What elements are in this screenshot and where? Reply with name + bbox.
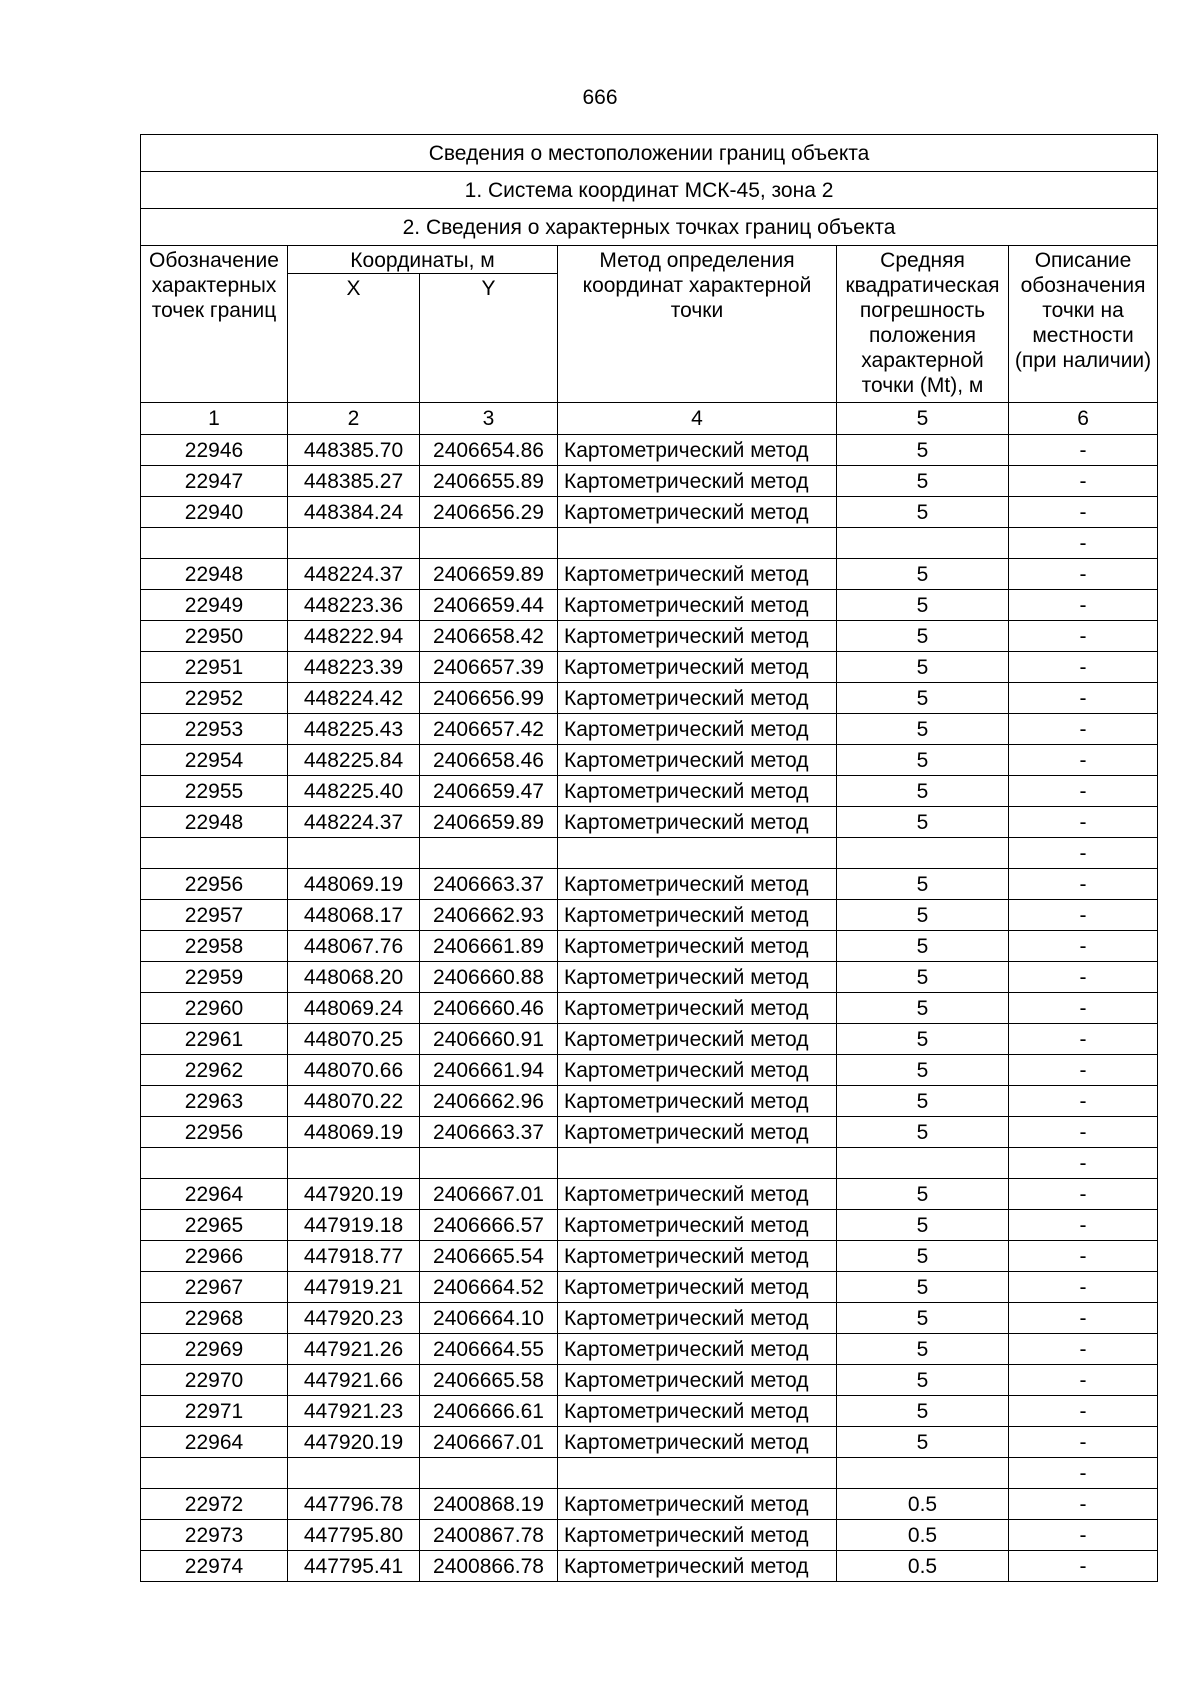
method-cell: Картометрический метод bbox=[558, 1024, 837, 1055]
table-row bbox=[141, 1210, 1158, 1241]
method-cell: Картометрический метод bbox=[558, 1086, 837, 1117]
table-row bbox=[141, 1272, 1158, 1303]
method-cell: Картометрический метод bbox=[558, 900, 837, 931]
column-number: 1 bbox=[141, 403, 288, 435]
description-cell: - bbox=[1009, 652, 1158, 683]
mean-error-cell: 5 bbox=[837, 683, 1009, 714]
mean-error-cell: 0.5 bbox=[837, 1520, 1009, 1551]
x-coordinate-cell: 448384.24 bbox=[288, 497, 420, 528]
y-coordinate-cell: 2406665.58 bbox=[420, 1365, 558, 1396]
description-cell: - bbox=[1009, 497, 1158, 528]
table-row bbox=[141, 466, 1158, 497]
header-x: X bbox=[288, 274, 420, 403]
x-coordinate-cell: 448222.94 bbox=[288, 621, 420, 652]
y-coordinate-cell: 2406663.37 bbox=[420, 869, 558, 900]
mean-error-cell: 5 bbox=[837, 652, 1009, 683]
y-coordinate-cell: 2406664.10 bbox=[420, 1303, 558, 1334]
x-coordinate-cell: 447796.78 bbox=[288, 1489, 420, 1520]
description-cell: - bbox=[1009, 621, 1158, 652]
mean-error-cell: 0.5 bbox=[837, 1489, 1009, 1520]
point-id-cell: 22947 bbox=[141, 466, 288, 497]
table-row bbox=[141, 900, 1158, 931]
table-body bbox=[141, 435, 1158, 1582]
x-coordinate-cell bbox=[288, 528, 420, 559]
table-row bbox=[141, 714, 1158, 745]
description-cell: - bbox=[1009, 1334, 1158, 1365]
point-id-cell: 22966 bbox=[141, 1241, 288, 1272]
x-coordinate-cell: 447795.80 bbox=[288, 1520, 420, 1551]
y-coordinate-cell: 2406657.42 bbox=[420, 714, 558, 745]
table-row bbox=[141, 869, 1158, 900]
method-cell bbox=[558, 1458, 837, 1489]
table-row bbox=[141, 807, 1158, 838]
point-id-cell: 22949 bbox=[141, 590, 288, 621]
description-cell: - bbox=[1009, 807, 1158, 838]
header-mean-error: Средняя квадратическая погрешность положения характерной точки (Mt), м bbox=[837, 246, 1009, 403]
x-coordinate-cell: 448069.24 bbox=[288, 993, 420, 1024]
points-section-title: 2. Сведения о характерных точках границ объекта bbox=[141, 209, 1158, 246]
y-coordinate-cell: 2406663.37 bbox=[420, 1117, 558, 1148]
point-id-cell: 22958 bbox=[141, 931, 288, 962]
mean-error-cell: 0.5 bbox=[837, 1551, 1009, 1582]
point-id-cell: 22955 bbox=[141, 776, 288, 807]
x-coordinate-cell: 448225.84 bbox=[288, 745, 420, 776]
point-id-cell: 22971 bbox=[141, 1396, 288, 1427]
table-row bbox=[141, 1520, 1158, 1551]
y-coordinate-cell: 2406660.88 bbox=[420, 962, 558, 993]
table-row bbox=[141, 1148, 1158, 1179]
point-id-cell: 22940 bbox=[141, 497, 288, 528]
x-coordinate-cell: 448069.19 bbox=[288, 1117, 420, 1148]
point-id-cell: 22956 bbox=[141, 1117, 288, 1148]
x-coordinate-cell: 448223.36 bbox=[288, 590, 420, 621]
header-point-designation: Обозначение характерных точек границ bbox=[141, 246, 288, 403]
y-coordinate-cell: 2406659.89 bbox=[420, 807, 558, 838]
description-cell: - bbox=[1009, 869, 1158, 900]
x-coordinate-cell: 448068.20 bbox=[288, 962, 420, 993]
description-cell: - bbox=[1009, 714, 1158, 745]
mean-error-cell: 5 bbox=[837, 962, 1009, 993]
header-coordinates: Координаты, м bbox=[288, 246, 558, 274]
table-row bbox=[141, 590, 1158, 621]
table-row bbox=[141, 931, 1158, 962]
point-id-cell: 22969 bbox=[141, 1334, 288, 1365]
mean-error-cell: 5 bbox=[837, 1303, 1009, 1334]
y-coordinate-cell: 2406664.55 bbox=[420, 1334, 558, 1365]
x-coordinate-cell: 448385.70 bbox=[288, 435, 420, 466]
y-coordinate-cell: 2406659.44 bbox=[420, 590, 558, 621]
method-cell: Картометрический метод bbox=[558, 652, 837, 683]
point-id-cell: 22963 bbox=[141, 1086, 288, 1117]
x-coordinate-cell: 448070.25 bbox=[288, 1024, 420, 1055]
column-number: 2 bbox=[288, 403, 420, 435]
method-cell: Картометрический метод bbox=[558, 497, 837, 528]
y-coordinate-cell: 2406662.93 bbox=[420, 900, 558, 931]
description-cell: - bbox=[1009, 466, 1158, 497]
table-row bbox=[141, 1179, 1158, 1210]
table-row bbox=[141, 1427, 1158, 1458]
description-cell: - bbox=[1009, 528, 1158, 559]
description-cell: - bbox=[1009, 1179, 1158, 1210]
table-row bbox=[141, 1489, 1158, 1520]
table-row bbox=[141, 1334, 1158, 1365]
table-row bbox=[141, 497, 1158, 528]
description-cell: - bbox=[1009, 993, 1158, 1024]
point-id-cell: 22970 bbox=[141, 1365, 288, 1396]
table-row bbox=[141, 652, 1158, 683]
mean-error-cell: 5 bbox=[837, 1086, 1009, 1117]
method-cell bbox=[558, 1148, 837, 1179]
header-method: Метод определения координат характерной точки bbox=[558, 246, 837, 403]
description-cell: - bbox=[1009, 1148, 1158, 1179]
description-cell: - bbox=[1009, 435, 1158, 466]
y-coordinate-cell: 2406666.57 bbox=[420, 1210, 558, 1241]
table-row bbox=[141, 1396, 1158, 1427]
mean-error-cell: 5 bbox=[837, 807, 1009, 838]
table-row bbox=[141, 621, 1158, 652]
description-cell: - bbox=[1009, 1086, 1158, 1117]
point-id-cell: 22960 bbox=[141, 993, 288, 1024]
x-coordinate-cell bbox=[288, 1148, 420, 1179]
mean-error-cell: 5 bbox=[837, 1427, 1009, 1458]
mean-error-cell: 5 bbox=[837, 993, 1009, 1024]
y-coordinate-cell: 2406658.46 bbox=[420, 745, 558, 776]
x-coordinate-cell: 448225.40 bbox=[288, 776, 420, 807]
mean-error-cell: 5 bbox=[837, 1396, 1009, 1427]
y-coordinate-cell: 2406659.47 bbox=[420, 776, 558, 807]
y-coordinate-cell bbox=[420, 1148, 558, 1179]
description-cell: - bbox=[1009, 1427, 1158, 1458]
description-cell: - bbox=[1009, 1396, 1158, 1427]
point-id-cell: 22972 bbox=[141, 1489, 288, 1520]
y-coordinate-cell: 2406656.99 bbox=[420, 683, 558, 714]
description-cell: - bbox=[1009, 1055, 1158, 1086]
description-cell: - bbox=[1009, 962, 1158, 993]
table-row bbox=[141, 1055, 1158, 1086]
point-id-cell: 22959 bbox=[141, 962, 288, 993]
description-cell: - bbox=[1009, 1520, 1158, 1551]
method-cell: Картометрический метод bbox=[558, 683, 837, 714]
description-cell: - bbox=[1009, 745, 1158, 776]
point-id-cell: 22965 bbox=[141, 1210, 288, 1241]
description-cell: - bbox=[1009, 1241, 1158, 1272]
point-id-cell: 22948 bbox=[141, 559, 288, 590]
description-cell: - bbox=[1009, 683, 1158, 714]
point-id-cell: 22951 bbox=[141, 652, 288, 683]
y-coordinate-cell: 2406660.91 bbox=[420, 1024, 558, 1055]
description-cell: - bbox=[1009, 1365, 1158, 1396]
header-y: Y bbox=[420, 274, 558, 403]
method-cell: Картометрический метод bbox=[558, 621, 837, 652]
method-cell: Картометрический метод bbox=[558, 714, 837, 745]
mean-error-cell: 5 bbox=[837, 931, 1009, 962]
table-row bbox=[141, 528, 1158, 559]
boundary-points-table bbox=[140, 134, 1158, 1582]
method-cell: Картометрический метод bbox=[558, 1489, 837, 1520]
mean-error-cell: 5 bbox=[837, 559, 1009, 590]
point-id-cell: 22964 bbox=[141, 1427, 288, 1458]
mean-error-cell: 5 bbox=[837, 1272, 1009, 1303]
method-cell: Картометрический метод bbox=[558, 1365, 837, 1396]
description-cell: - bbox=[1009, 776, 1158, 807]
x-coordinate-cell: 447921.66 bbox=[288, 1365, 420, 1396]
point-id-cell: 22954 bbox=[141, 745, 288, 776]
y-coordinate-cell: 2406656.29 bbox=[420, 497, 558, 528]
description-cell: - bbox=[1009, 931, 1158, 962]
mean-error-cell: 5 bbox=[837, 1365, 1009, 1396]
description-cell: - bbox=[1009, 559, 1158, 590]
description-cell: - bbox=[1009, 1272, 1158, 1303]
y-coordinate-cell: 2400867.78 bbox=[420, 1520, 558, 1551]
x-coordinate-cell: 448068.17 bbox=[288, 900, 420, 931]
x-coordinate-cell: 448070.66 bbox=[288, 1055, 420, 1086]
method-cell: Картометрический метод bbox=[558, 745, 837, 776]
coordinate-system-title: 1. Система координат МСК-45, зона 2 bbox=[141, 172, 1158, 209]
x-coordinate-cell: 447919.18 bbox=[288, 1210, 420, 1241]
x-coordinate-cell: 448225.43 bbox=[288, 714, 420, 745]
column-number: 6 bbox=[1009, 403, 1158, 435]
table-row bbox=[141, 1024, 1158, 1055]
table-row bbox=[141, 1086, 1158, 1117]
y-coordinate-cell: 2406664.52 bbox=[420, 1272, 558, 1303]
method-cell: Картометрический метод bbox=[558, 1334, 837, 1365]
mean-error-cell: 5 bbox=[837, 1241, 1009, 1272]
x-coordinate-cell: 448224.42 bbox=[288, 683, 420, 714]
mean-error-cell bbox=[837, 1458, 1009, 1489]
method-cell: Картометрический метод bbox=[558, 466, 837, 497]
table-row bbox=[141, 683, 1158, 714]
column-number: 5 bbox=[837, 403, 1009, 435]
point-id-cell bbox=[141, 1148, 288, 1179]
y-coordinate-cell: 2406658.42 bbox=[420, 621, 558, 652]
description-cell: - bbox=[1009, 590, 1158, 621]
method-cell: Картометрический метод bbox=[558, 962, 837, 993]
mean-error-cell: 5 bbox=[837, 1024, 1009, 1055]
point-id-cell: 22950 bbox=[141, 621, 288, 652]
x-coordinate-cell: 447920.19 bbox=[288, 1427, 420, 1458]
method-cell bbox=[558, 838, 837, 869]
column-number: 3 bbox=[420, 403, 558, 435]
point-id-cell: 22964 bbox=[141, 1179, 288, 1210]
x-coordinate-cell: 448069.19 bbox=[288, 869, 420, 900]
description-cell: - bbox=[1009, 1117, 1158, 1148]
point-id-cell: 22974 bbox=[141, 1551, 288, 1582]
x-coordinate-cell: 448223.39 bbox=[288, 652, 420, 683]
mean-error-cell: 5 bbox=[837, 1055, 1009, 1086]
table-row bbox=[141, 1117, 1158, 1148]
point-id-cell bbox=[141, 838, 288, 869]
description-cell: - bbox=[1009, 1458, 1158, 1489]
mean-error-cell bbox=[837, 528, 1009, 559]
table-row bbox=[141, 1303, 1158, 1334]
method-cell: Картометрический метод bbox=[558, 1210, 837, 1241]
method-cell: Картометрический метод bbox=[558, 1520, 837, 1551]
mean-error-cell: 5 bbox=[837, 1117, 1009, 1148]
method-cell: Картометрический метод bbox=[558, 1303, 837, 1334]
x-coordinate-cell: 448067.76 bbox=[288, 931, 420, 962]
x-coordinate-cell: 447920.19 bbox=[288, 1179, 420, 1210]
mean-error-cell: 5 bbox=[837, 466, 1009, 497]
x-coordinate-cell: 448224.37 bbox=[288, 807, 420, 838]
y-coordinate-cell: 2406667.01 bbox=[420, 1179, 558, 1210]
y-coordinate-cell: 2406659.89 bbox=[420, 559, 558, 590]
description-cell: - bbox=[1009, 1210, 1158, 1241]
method-cell: Картометрический метод bbox=[558, 1272, 837, 1303]
point-id-cell: 22973 bbox=[141, 1520, 288, 1551]
method-cell: Картометрический метод bbox=[558, 1241, 837, 1272]
table-row bbox=[141, 776, 1158, 807]
y-coordinate-cell: 2406666.61 bbox=[420, 1396, 558, 1427]
table-row bbox=[141, 1458, 1158, 1489]
description-cell: - bbox=[1009, 1303, 1158, 1334]
point-id-cell: 22953 bbox=[141, 714, 288, 745]
table-row bbox=[141, 745, 1158, 776]
mean-error-cell: 5 bbox=[837, 435, 1009, 466]
method-cell: Картометрический метод bbox=[558, 869, 837, 900]
mean-error-cell bbox=[837, 1148, 1009, 1179]
y-coordinate-cell: 2406662.96 bbox=[420, 1086, 558, 1117]
mean-error-cell: 5 bbox=[837, 1334, 1009, 1365]
mean-error-cell: 5 bbox=[837, 621, 1009, 652]
x-coordinate-cell: 447795.41 bbox=[288, 1551, 420, 1582]
x-coordinate-cell: 447920.23 bbox=[288, 1303, 420, 1334]
y-coordinate-cell bbox=[420, 1458, 558, 1489]
method-cell bbox=[558, 528, 837, 559]
x-coordinate-cell: 448385.27 bbox=[288, 466, 420, 497]
method-cell: Картометрический метод bbox=[558, 1551, 837, 1582]
point-id-cell: 22952 bbox=[141, 683, 288, 714]
x-coordinate-cell: 447921.23 bbox=[288, 1396, 420, 1427]
method-cell: Картометрический метод bbox=[558, 1179, 837, 1210]
table-row bbox=[141, 993, 1158, 1024]
x-coordinate-cell bbox=[288, 838, 420, 869]
method-cell: Картометрический метод bbox=[558, 435, 837, 466]
table-row bbox=[141, 838, 1158, 869]
method-cell: Картометрический метод bbox=[558, 590, 837, 621]
table-title: Сведения о местоположении границ объекта bbox=[141, 135, 1158, 172]
x-coordinate-cell: 447919.21 bbox=[288, 1272, 420, 1303]
mean-error-cell: 5 bbox=[837, 776, 1009, 807]
y-coordinate-cell: 2406661.89 bbox=[420, 931, 558, 962]
description-cell: - bbox=[1009, 900, 1158, 931]
y-coordinate-cell bbox=[420, 528, 558, 559]
method-cell: Картометрический метод bbox=[558, 1117, 837, 1148]
y-coordinate-cell: 2406654.86 bbox=[420, 435, 558, 466]
x-coordinate-cell bbox=[288, 1458, 420, 1489]
mean-error-cell: 5 bbox=[837, 900, 1009, 931]
table-row bbox=[141, 962, 1158, 993]
method-cell: Картометрический метод bbox=[558, 807, 837, 838]
method-cell: Картометрический метод bbox=[558, 1396, 837, 1427]
point-id-cell: 22957 bbox=[141, 900, 288, 931]
header-description: Описание обозначения точки на местности (при наличии) bbox=[1009, 246, 1158, 403]
point-id-cell: 22967 bbox=[141, 1272, 288, 1303]
point-id-cell: 22961 bbox=[141, 1024, 288, 1055]
y-coordinate-cell: 2406665.54 bbox=[420, 1241, 558, 1272]
table-row bbox=[141, 1365, 1158, 1396]
mean-error-cell: 5 bbox=[837, 869, 1009, 900]
column-number: 4 bbox=[558, 403, 837, 435]
mean-error-cell bbox=[837, 838, 1009, 869]
table-row bbox=[141, 1241, 1158, 1272]
point-id-cell: 22962 bbox=[141, 1055, 288, 1086]
mean-error-cell: 5 bbox=[837, 745, 1009, 776]
y-coordinate-cell bbox=[420, 838, 558, 869]
mean-error-cell: 5 bbox=[837, 590, 1009, 621]
x-coordinate-cell: 448070.22 bbox=[288, 1086, 420, 1117]
description-cell: - bbox=[1009, 1489, 1158, 1520]
y-coordinate-cell: 2406661.94 bbox=[420, 1055, 558, 1086]
y-coordinate-cell: 2406660.46 bbox=[420, 993, 558, 1024]
mean-error-cell: 5 bbox=[837, 1179, 1009, 1210]
description-cell: - bbox=[1009, 838, 1158, 869]
description-cell: - bbox=[1009, 1551, 1158, 1582]
method-cell: Картометрический метод bbox=[558, 776, 837, 807]
table-row bbox=[141, 435, 1158, 466]
y-coordinate-cell: 2406655.89 bbox=[420, 466, 558, 497]
point-id-cell bbox=[141, 1458, 288, 1489]
method-cell: Картометрический метод bbox=[558, 1427, 837, 1458]
method-cell: Картометрический метод bbox=[558, 993, 837, 1024]
point-id-cell bbox=[141, 528, 288, 559]
x-coordinate-cell: 447918.77 bbox=[288, 1241, 420, 1272]
x-coordinate-cell: 448224.37 bbox=[288, 559, 420, 590]
y-coordinate-cell: 2400866.78 bbox=[420, 1551, 558, 1582]
method-cell: Картометрический метод bbox=[558, 931, 837, 962]
page-number: 666 bbox=[582, 86, 618, 109]
y-coordinate-cell: 2406657.39 bbox=[420, 652, 558, 683]
column-number-row bbox=[141, 403, 1158, 435]
description-cell: - bbox=[1009, 1024, 1158, 1055]
mean-error-cell: 5 bbox=[837, 1210, 1009, 1241]
point-id-cell: 22946 bbox=[141, 435, 288, 466]
point-id-cell: 22968 bbox=[141, 1303, 288, 1334]
mean-error-cell: 5 bbox=[837, 714, 1009, 745]
y-coordinate-cell: 2400868.19 bbox=[420, 1489, 558, 1520]
point-id-cell: 22948 bbox=[141, 807, 288, 838]
table-row bbox=[141, 559, 1158, 590]
x-coordinate-cell: 447921.26 bbox=[288, 1334, 420, 1365]
method-cell: Картометрический метод bbox=[558, 559, 837, 590]
method-cell: Картометрический метод bbox=[558, 1055, 837, 1086]
y-coordinate-cell: 2406667.01 bbox=[420, 1427, 558, 1458]
point-id-cell: 22956 bbox=[141, 869, 288, 900]
mean-error-cell: 5 bbox=[837, 497, 1009, 528]
table-row bbox=[141, 1551, 1158, 1582]
